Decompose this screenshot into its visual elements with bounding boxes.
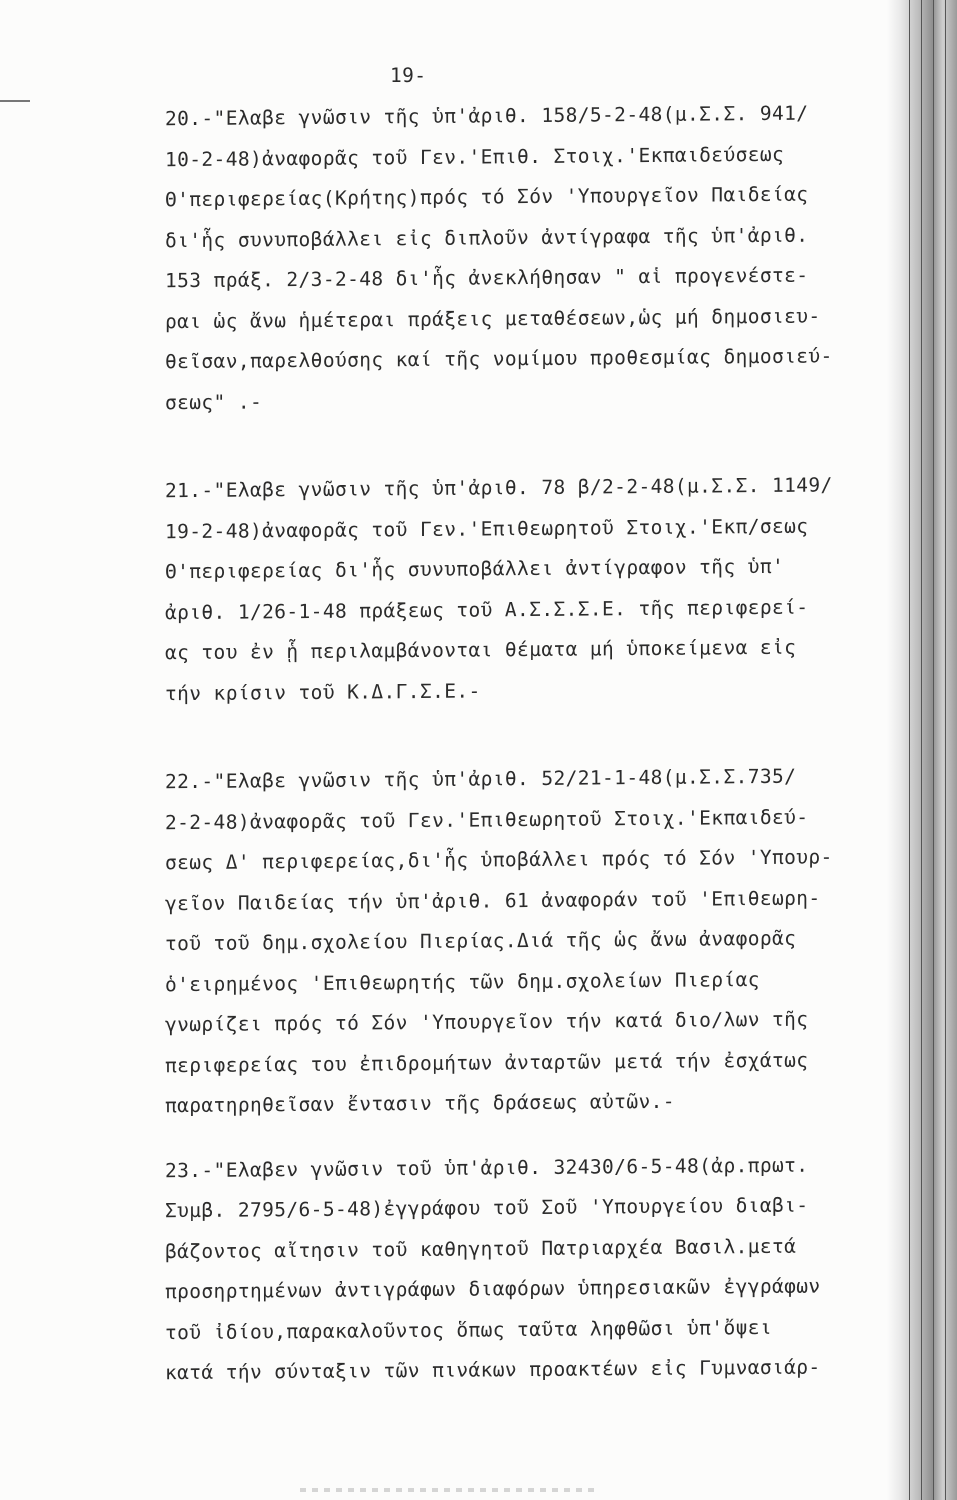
text-line: 19-2-48)ἀναφορᾶς τοῦ Γεν.'Επιθεωρητοῦ Στοιχ.'Εκπ/σεως	[165, 514, 809, 543]
text-line: παρατηρηθεῖσαν ἔντασιν τῆς δράσεως αὐτῶν.-	[165, 1089, 675, 1118]
paragraph-20	[165, 96, 905, 420]
typed-text-block	[165, 56, 905, 1391]
text-line: 22.-"Ελαβε γνῶσιν τῆς ὑπ'ἀριθ. 52/21-1-48(μ.Σ.Σ.735/	[165, 764, 797, 794]
paragraph-22	[165, 759, 905, 1124]
text-line: περιφερείας του ἐπιδρομήτων ἀνταρτῶν μετά τήν ἐσχάτως	[165, 1048, 809, 1077]
paragraph-gap	[165, 420, 905, 468]
paragraph-23	[165, 1148, 905, 1391]
bottom-edge-artifact	[300, 1488, 600, 1492]
binding-line	[909, 0, 910, 1500]
page-number: 19-	[390, 64, 427, 87]
text-line: 153 πράξ. 2/3-2-48 δι'ἧς ἀνεκλήθησαν " αἱ προγενέστε-	[165, 263, 809, 293]
text-line: 20.-"Ελαβε γνῶσιν τῆς ὑπ'ἀριθ. 158/5-2-48(μ.Σ.Σ. 941/	[165, 101, 809, 131]
text-line: 21.-"Ελαβε γνῶσιν τῆς ὑπ'ἀριθ. 78 β/2-2-48(μ.Σ.Σ. 1149/	[165, 473, 833, 503]
text-line: γεῖον Παιδείας τήν ὑπ'ἀριθ. 61 ἀναφοράν τοῦ 'Επιθεωρη-	[165, 886, 821, 915]
binding-line	[945, 0, 946, 1500]
text-line: ας του ἐν ᾗ περιλαμβάνονται θέματα μή ὑποκείμενα εἰς	[165, 635, 797, 665]
text-line: τήν κρίσιν τοῦ Κ.Δ.Γ.Σ.Ε.-	[165, 678, 481, 705]
text-line: τοῦ ἰδίου,παρακαλοῦντος ὅπως ταῦτα ληφθῶσι ὑπ'ὄψει	[165, 1315, 772, 1344]
text-line: σεως" .-	[165, 389, 263, 414]
binding-line	[921, 0, 922, 1500]
text-line: προσηρτημένων ἀντιγράφων διαφόρων ὑπηρεσιακῶν ἐγγράφων	[165, 1274, 821, 1304]
text-line: Θ'περιφερείας δι'ἧς συνυποβάλλει ἀντίγραφον τῆς ὑπ'	[165, 554, 785, 584]
margin-mark	[0, 100, 30, 102]
text-line: κατά τήν σύνταξιν τῶν πινάκων προακτέων εἰς Γυμνασιάρ-	[165, 1355, 821, 1385]
text-line: ἀριθ. 1/26-1-48 πράξεως τοῦ Α.Σ.Σ.Σ.Ε. τῆς περιφερεί-	[165, 595, 809, 624]
text-line: βάζοντος αἴτησιν τοῦ καθηγητοῦ Πατριαρχέα Βασιλ.μετά	[165, 1234, 797, 1263]
text-line: δι'ἧς συνυποβάλλει εἰς διπλοῦν ἀντίγραφα τῆς ὑπ'ἀριθ.	[165, 223, 809, 252]
text-line: γνωρίζει πρός τό Σόν 'Υπουργεῖον τήν κατά διο/λων τῆς	[165, 1007, 809, 1037]
text-line: Θ'περιφερείας(Κρήτης)πρός τό Σόν 'Υπουργεῖον Παιδείας	[165, 182, 809, 212]
text-line: Συμβ. 2795/6-5-48)ἐγγράφου τοῦ Σοῦ 'Υπουργείου διαβι-	[165, 1193, 809, 1223]
paragraph-21	[165, 468, 905, 711]
paragraph-gap	[165, 711, 905, 759]
text-line: 10-2-48)ἀναφορᾶς τοῦ Γεν.'Επιθ. Στοιχ.'Εκπαιδεύσεως	[165, 142, 785, 171]
text-line: τοῦ τοῦ δημ.σχολείου Πιερίας.Διά τῆς ὡς ἄνω ἀναφορᾶς	[165, 926, 797, 956]
text-line: ὁ'ειρημένος 'Επιθεωρητής τῶν δημ.σχολείων Πιερίας	[165, 967, 760, 996]
paragraph-gap	[165, 1124, 905, 1148]
binding-edge	[887, 0, 957, 1500]
binding-line	[933, 0, 934, 1500]
text-line: 23.-"Ελαβεν γνῶσιν τοῦ ὑπ'ἀριθ. 32430/6-5-48(ἀρ.πρωτ.	[165, 1153, 809, 1182]
text-line: θεῖσαν,παρελθούσης καί τῆς νομίμου προθεσμίας δημοσιεύ-	[165, 344, 833, 374]
text-line: ραι ὡς ἄνω ἡμέτεραι πράξεις μεταθέσεων,ὡς μή δημοσιευ-	[165, 304, 821, 333]
text-line: 2-2-48)ἀναφορᾶς τοῦ Γεν.'Επιθεωρητοῦ Στοιχ.'Εκπαιδεύ-	[165, 805, 809, 834]
text-line: σεως Δ' περιφερείας,δι'ἧς ὑποβάλλει πρός τό Σόν 'Υπουρ-	[165, 845, 833, 875]
